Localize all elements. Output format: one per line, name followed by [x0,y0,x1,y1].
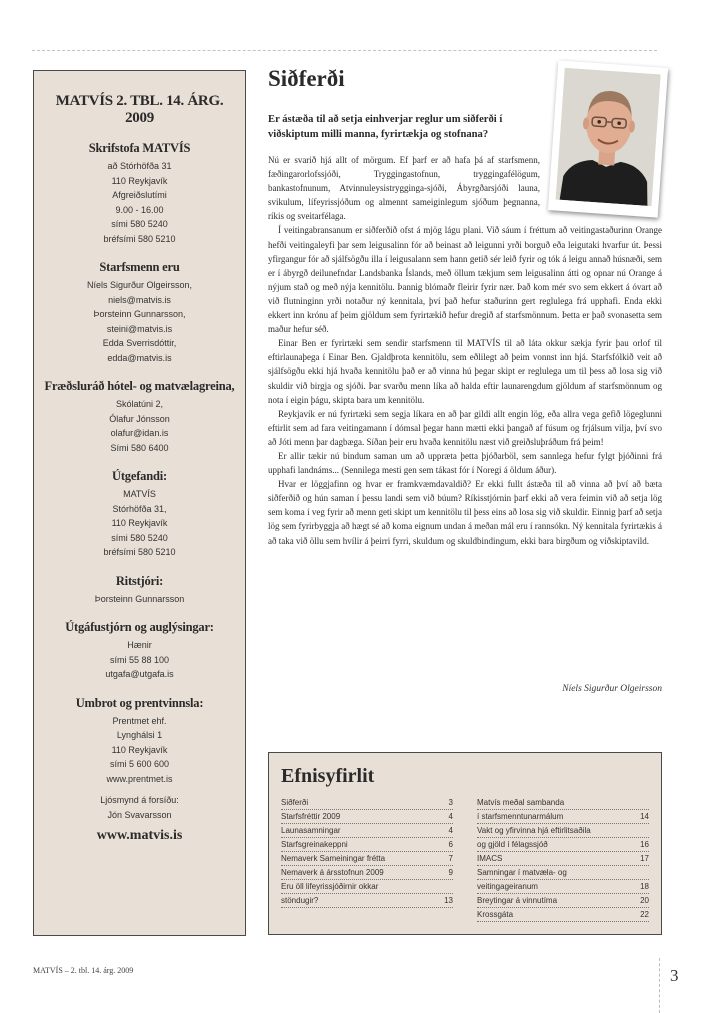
toc-entry-label: Eru öll lifeyrissjóðirnir okkar [281,882,379,891]
toc-entry-label: og gjöld í félagssjóð [477,840,548,849]
toc-entry-page: 9 [448,868,453,877]
toc-entry[interactable] [477,853,649,866]
article-paragraph: Er allir tækir nú bindum saman um að uppræta þetta þjóðarböl, sem sannlega hefur fylgt þjóðinni frá upphafi landnáms... (Sennilega mesti gen sem tákast fór í Noregi á öldum áður). [268,450,662,476]
toc-entry[interactable] [281,881,453,894]
toc-entry-page: 16 [640,840,649,849]
toc-entry-label: Siðferði [281,798,309,807]
toc-entry[interactable] [281,895,453,908]
masthead-line: sími 580 5240 [111,532,168,543]
toc-title: Efnisyfirlit [281,765,375,787]
toc-entry[interactable] [477,909,649,922]
toc-entry-page: 7 [448,854,453,863]
masthead-section [42,379,237,455]
masthead-line: sími 580 5240 [111,219,168,229]
toc-entry-label: stöndugir? [281,896,319,905]
toc-entry-label: Krossgáta [477,910,514,919]
issue-heading: MATVÍS 2. TBL. 14. ÁRG. 2009 [55,93,224,126]
masthead-line: Þorsteinn Gunnarsson, [93,309,186,319]
toc-entry[interactable] [281,867,453,880]
toc-entry-label: Nemaverk Sameiningar frétta [281,854,386,863]
masthead-line: Edda Sverrisdóttir, [102,338,177,348]
toc-entry-label: IMACS [477,854,503,863]
masthead-contact-link[interactable]: steini@matvis.is [106,323,173,334]
toc-entry[interactable] [477,811,649,824]
top-divider [32,50,657,51]
masthead-section-heading: Ritstjóri: [115,573,164,588]
article-paragraph: Hvar er löggjafinn og hvar er framkvæmdavaldið? Er ekki fullt ástæða til að vinna að því að bæta siðferðið og hún saman í þessu landi sem við búum? Ríkisstjórnin þarf ekki að vera feimin við að setja lög sem koma í veg fyrir að menn geti skipt um kennitölu til þess eins að losa sig við skuldir. Einnig þarf að setja lög sem fyrirbyggja að hægt sé að koma eignum undan á meðan mál eru í rannsókn. Ný kennitala fyrirtækis á að taka við öllu sem hvílir á þeirri fyrri, skuldum og skuldbindingum, ekki bara birgðum og viðskiptavild. [268,479,662,546]
toc-entry[interactable] [477,825,649,838]
masthead-line: Níels Sigurður Olgeirsson, [86,280,193,290]
toc-entry-label: veitingageiranum [477,882,538,891]
masthead-line: Ljósmynd á forsíðu: [100,795,179,805]
toc-entry-label: Starfsfréttir 2009 [281,812,341,821]
toc-entry-page: 4 [448,812,453,821]
toc-entry-label: Launasamningar [281,826,341,835]
masthead-section [42,469,237,560]
masthead-section [42,620,237,682]
masthead-section-heading: Skrifstofa MATVÍS [88,141,191,155]
masthead-section-heading: Útgáfustjórn og auglýsingar: [65,620,214,634]
toc-entry[interactable] [477,797,649,810]
toc-entry-page: 3 [448,798,453,807]
toc-entry[interactable] [477,839,649,852]
toc-entry-page: 4 [448,826,453,835]
article-signature: Níels Sigurður Olgeirsson [562,684,662,694]
masthead-line: Stórhöfða 31, [112,503,167,514]
article-paragraph: Í veitingabransanum er siðferðið ofst á mjög lágu plani. Við sáum í fréttum að veitingastaðurinn Orange hefði veitingaleyfi þar sem leigusalinn fór að beinast að leigunni yrði borguð eða leigutaki hvarfur út. Þessi yfirgangur fór að sjálfsögðu illa í leigusalann sem hann getið sér leið fyrir og tók á leigu annað húsnæði, sem er í ábyrgð deilunefndar Landsbanka Íslands, með öllum tækjum sem leigusalinn átti og opnar nú Orange á nýjum stað og með nýja kennitölu. Þannig blómaðr fleirir fyrir nær. Það kom mér svo sem ekkert á óvart að við flutninginn yrði notaður ný kennitala, því það hefur staðurinn gert reglulega frá upphafi. Enda ekki ekkert inn krónu af þeim gjöldum sem fyrirtækið hefur dregið af starfsmönnum. Þetta er það svonasetta sem maður hefur séð. [268,225,662,335]
masthead-section-heading: Fræðsluráð hótel- og matvælagreina, [44,379,235,393]
masthead-line: sími 55 88 100 [109,654,170,665]
page-number: 3 [670,966,679,985]
masthead-section-heading: Starfsmenn eru [99,260,180,274]
masthead-section [42,696,237,823]
masthead-line: Þorsteinn Gunnarsson [94,593,185,604]
toc-entry-page: 20 [640,896,649,905]
toc-entry-label: Nemaverk á ársstofnun 2009 [281,868,384,877]
footer-divider [659,958,660,1013]
masthead-line: Skólatúni 2, [115,399,164,409]
masthead-contact-link[interactable]: niels@matvis.is [108,294,171,305]
article-body [268,153,662,548]
masthead-line: Hænir [127,640,152,650]
masthead-line: Prentmet ehf. [112,715,167,726]
masthead-section [42,574,237,607]
article-paragraph: Reykjavík er nú fyrirtæki sem segja líkara en að þar gildi allt engin lög, eða allra vega gefið lögeglunni eftirlit sem ad fara veitingamann í dómsal þegar hann mætti ekki þangað af fúsum og frjálsum vilja, því svo að Jóti menn þar dagbæga. Síðan þeir eru hvaða kennitölu næst við greiðsluþráðum frá þeim! [268,408,662,447]
masthead-line: Sími 580 6400 [110,442,169,453]
masthead-contact-link[interactable]: utgafa@utgafa.is [105,669,174,679]
masthead-line: bréfsími 580 5210 [103,233,176,244]
article-paragraph: Nú er svarið hjá allt of mörgum. Ef þarf er að hafa þá af starfsmenn, fæðingarorlofssjóði, Tryggingastofnun, tryggingafélögum, bankastofnunum, Atvinnuleysistrygginga-sjóði, Ábyrgðarsjóði launa, svikulum, lífeyrissjóðum og almennt sameiginlegum sjóðum þegnanna, ríkis og sveitarfélaga. [268,155,540,222]
masthead-contact-link[interactable]: edda@matvis.is [107,352,172,363]
masthead-line: sími 5 600 600 [109,759,170,769]
masthead-line: Afgreiðslutími [112,190,167,200]
masthead-line: bréfsími 580 5210 [103,547,176,557]
masthead-contact-link[interactable]: olafur@idan.is [110,428,169,438]
article-paragraph: Einar Ben er fyrirtæki sem sendir starfsmenn til MATVÍS til að láta okkur sækja fyrir þau orlof til eftirlaunaþega í Einar Ben. Gjaldþrota kennitölu, sem eðlilegt að þeim vonnst inn hjá. Starfsfólkið veit að sjálfsögðu ekki hjá hvaða kennitölu það er að vinna hú þegar skipt er reglulega um til þess að losa sig við skuldir við birgja og sjóði. Þar svarðu menn líka að halda eftir launarengdum gjöldum af starfsmönnum og nota í eigin þágu, skipta bara um kennitölu. [268,338,662,405]
toc-entry-page: 6 [448,840,453,849]
toc-entry[interactable] [281,853,453,866]
toc-entry-label: í starfsmenntunarmálum [477,812,564,821]
toc-column-left [281,797,453,923]
toc-entry-page: 13 [444,896,453,905]
toc-column-right [477,797,649,923]
masthead-line: 110 Reykjavík [111,518,168,528]
website-link[interactable]: www.matvis.is [96,828,183,843]
masthead-contact-link[interactable]: www.prentmet.is [106,773,173,784]
toc-entry[interactable] [281,839,453,852]
footer-issue-info: MATVÍS – 2. tbl. 14. árg. 2009 [33,966,134,975]
masthead-section [42,260,237,365]
masthead-line: Lynghálsi 1 [116,730,163,740]
toc-entry[interactable] [281,825,453,838]
toc-entry[interactable] [477,867,649,880]
toc-entry-label: Samningar í matvæla- og [477,868,567,877]
masthead-section [42,141,237,246]
toc-entry-page: 17 [640,854,649,863]
toc-entry-page: 18 [640,882,649,891]
masthead-line: 110 Reykjavík [111,175,168,186]
masthead-sidebar [33,70,246,936]
table-of-contents [268,752,662,935]
masthead-line: 110 Reykjavík [111,744,168,755]
article-title: Siðferði [268,66,345,91]
toc-entry[interactable] [477,895,649,908]
toc-entry-label: Vakt og yfirvinna hjá eftirlitsaðila [477,826,591,835]
masthead-section-heading: Umbrot og prentvinnsla: [75,695,204,710]
masthead-line: Jón Svavarsson [107,809,172,820]
masthead-line: MATVÍS [123,489,156,499]
toc-entry-label: Starfsgreinakeppni [281,840,348,849]
masthead-line: 9.00 - 16.00 [115,204,164,215]
toc-entry-page: 14 [640,812,649,821]
article-lead: Er ástæða til að setja einhverjar reglur um siðferði í viðskiptum milli manna, fyrirtækja og stofnana? [268,114,503,140]
toc-entry[interactable] [281,811,453,824]
toc-entry-label: Breytingar á vinnutíma [477,896,558,905]
masthead-line: Ólafur Jónsson [109,413,170,424]
masthead-section-heading: Útgefandi: [112,469,167,483]
toc-entry[interactable] [281,797,453,810]
toc-entry-page: 22 [640,910,649,919]
toc-entry[interactable] [477,881,649,894]
masthead-line: að Stórhöfða 31 [107,161,172,171]
masthead-line [42,786,237,793]
toc-entry-label: Matvís meðal sambanda [477,798,565,807]
